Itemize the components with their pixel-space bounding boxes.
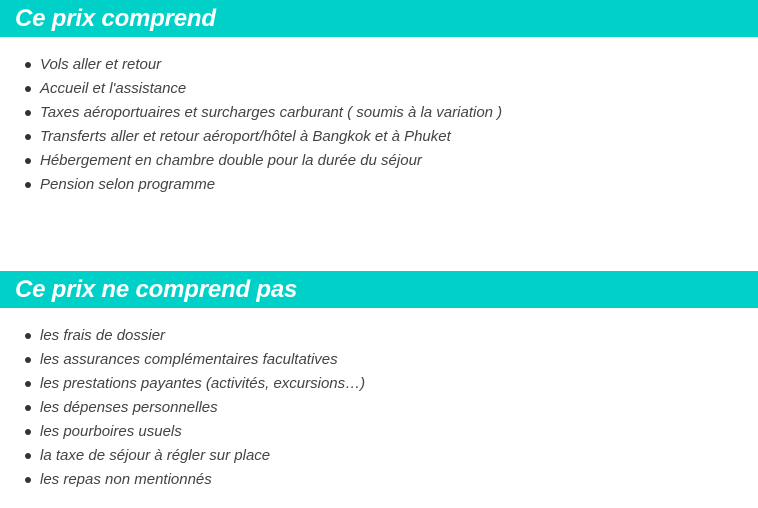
price-excludes-title: Ce prix ne comprend pas bbox=[0, 271, 758, 308]
list-item-text: Accueil et l'assistance bbox=[40, 80, 187, 97]
bullet-icon bbox=[25, 62, 31, 68]
list-item bbox=[0, 420, 758, 444]
list-item bbox=[0, 324, 758, 348]
list-item-text: les dépenses personnelles bbox=[40, 399, 218, 416]
list-item bbox=[0, 348, 758, 372]
bullet-icon bbox=[25, 134, 31, 140]
list-item bbox=[0, 468, 758, 492]
list-item-text: Taxes aéroportuaires et surcharges carburant ( soumis à la variation ) bbox=[40, 104, 503, 121]
list-item bbox=[0, 125, 758, 149]
list-item-text: les repas non mentionnés bbox=[40, 471, 212, 488]
bullet-icon bbox=[25, 429, 31, 435]
list-item-text: la taxe de séjour à régler sur place bbox=[40, 447, 271, 464]
price-excludes-list bbox=[0, 324, 758, 492]
list-item-text: Transferts aller et retour aéroport/hôtel à Bangkok et à Phuket bbox=[40, 128, 451, 145]
price-includes-list bbox=[0, 53, 758, 197]
price-excludes-section bbox=[0, 271, 758, 492]
list-item-text: les pourboires usuels bbox=[40, 423, 182, 440]
list-item bbox=[0, 372, 758, 396]
bullet-icon bbox=[25, 110, 31, 116]
list-item bbox=[0, 77, 758, 101]
bullet-icon bbox=[25, 405, 31, 411]
price-includes-title: Ce prix comprend bbox=[0, 0, 758, 37]
list-item-text: Hébergement en chambre double pour la durée du séjour bbox=[40, 152, 422, 169]
list-item-text: les assurances complémentaires facultatives bbox=[40, 351, 338, 368]
list-item bbox=[0, 173, 758, 197]
list-item-text: les prestations payantes (activités, excursions…) bbox=[40, 375, 366, 392]
price-includes-section bbox=[0, 0, 758, 197]
bullet-icon bbox=[25, 381, 31, 387]
list-item-text: Pension selon programme bbox=[40, 176, 216, 193]
list-item bbox=[0, 396, 758, 420]
bullet-icon bbox=[25, 86, 31, 92]
list-item-text: Vols aller et retour bbox=[40, 56, 162, 73]
list-item bbox=[0, 444, 758, 468]
list-item bbox=[0, 101, 758, 125]
bullet-icon bbox=[25, 453, 31, 459]
bullet-icon bbox=[25, 182, 31, 188]
list-item bbox=[0, 53, 758, 77]
bullet-icon bbox=[25, 477, 31, 483]
bullet-icon bbox=[25, 158, 31, 164]
bullet-icon bbox=[25, 333, 31, 339]
list-item-text: les frais de dossier bbox=[40, 327, 166, 344]
list-item bbox=[0, 149, 758, 173]
bullet-icon bbox=[25, 357, 31, 363]
